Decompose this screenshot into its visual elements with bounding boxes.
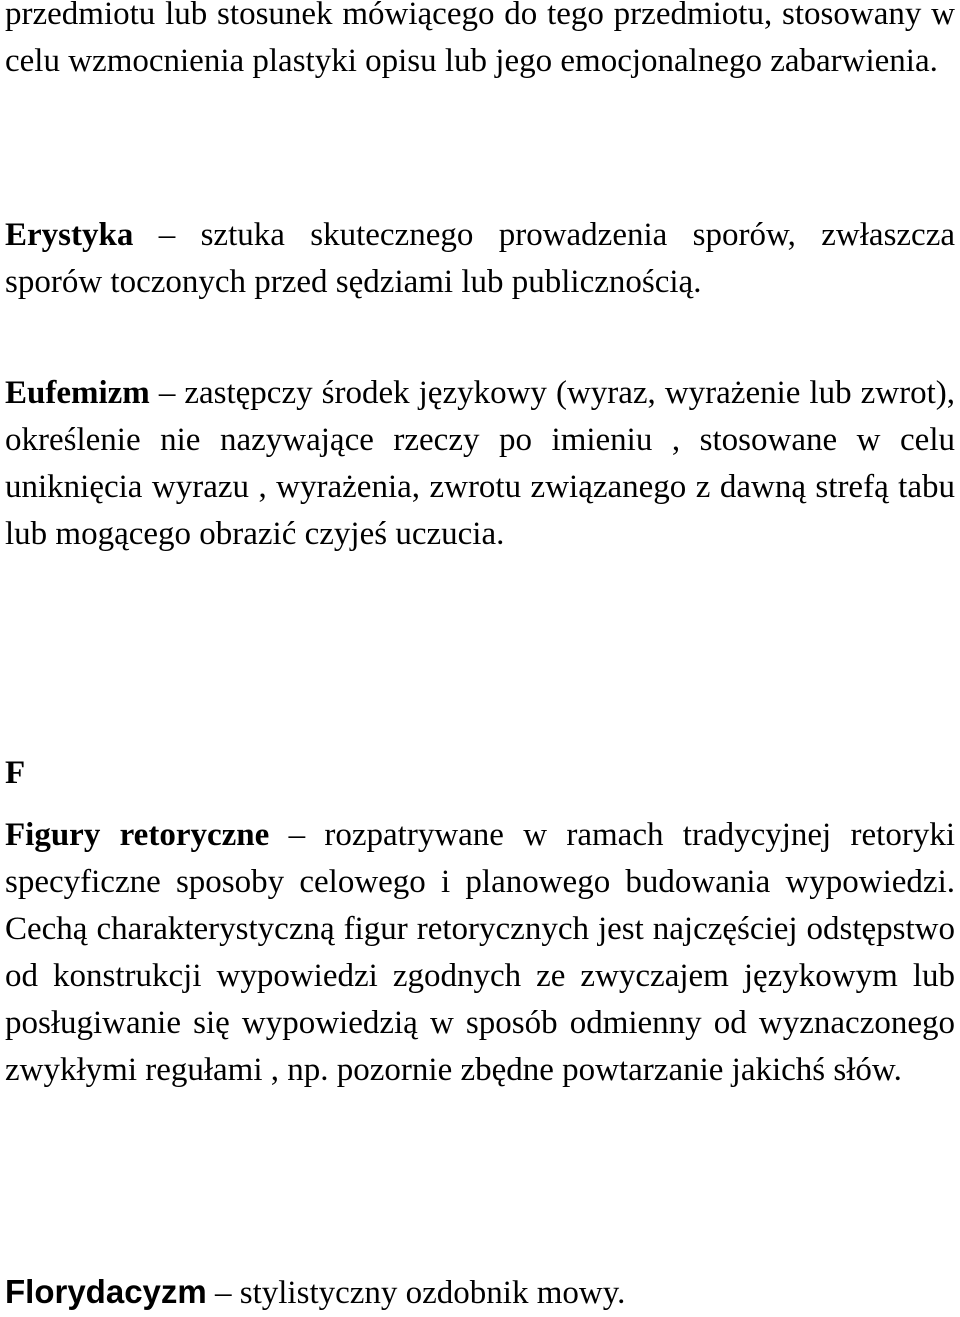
entry-florydacyzm (5, 1268, 625, 1317)
continuation-paragraph (5, 0, 955, 85)
dash-figury-retoryczne: – (269, 817, 325, 853)
definition-eufemizm: zastępczy środek językowy (wyraz, wyrażenie lub zwrot), określenie nie nazywające rzeczy po imieniu , stosowane w celu uniknięcia wyrazu , wyrażenia, zwrotu związanego z dawną strefą tabu lub mogącego obrazić czyjeś uczucia. (5, 375, 956, 552)
continuation-text: przedmiotu lub stosunek mówiącego do tego przedmiotu, stosowany w celu wzmocnienia plastyki opisu lub jego emocjonalnego zabarwienia. (5, 0, 955, 79)
term-figury-retoryczne: Figury retoryczne (5, 817, 270, 853)
dash-florydacyzm: – (206, 1275, 240, 1311)
entry-figury-retoryczne (5, 812, 955, 1094)
entry-erystyka (5, 212, 955, 306)
definition-figury-retoryczne: rozpatrywane w ramach tradycyjnej retoryki specyficzne sposoby celowego i planowego budowania wypowiedzi. Cechą charakterystyczną figur retorycznych jest najczęściej odstępstwo od konstrukcji wypowiedzi zgodnych ze zwyczajem językowym lub posługiwanie się wypowiedzią w sposób odmienny od wyznaczonego zwykłymi regułami , np. pozornie zbędne powtarzanie jakichś słów. (5, 817, 955, 1088)
dash-erystyka: – (133, 217, 201, 253)
section-letter-heading: F (5, 755, 26, 791)
dash-eufemizm: – (149, 375, 185, 411)
entry-eufemizm (5, 370, 955, 558)
term-florydacyzm: Florydacyzm (5, 1273, 207, 1310)
definition-florydacyzm: stylistyczny ozdobnik mowy. (239, 1275, 626, 1311)
definition-erystyka: sztuka skutecznego prowadzenia sporów, zwłaszcza sporów toczonych przed sędziami lub publicznością. (5, 217, 956, 300)
term-eufemizm: Eufemizm (5, 375, 150, 411)
term-erystyka: Erystyka (5, 217, 134, 253)
